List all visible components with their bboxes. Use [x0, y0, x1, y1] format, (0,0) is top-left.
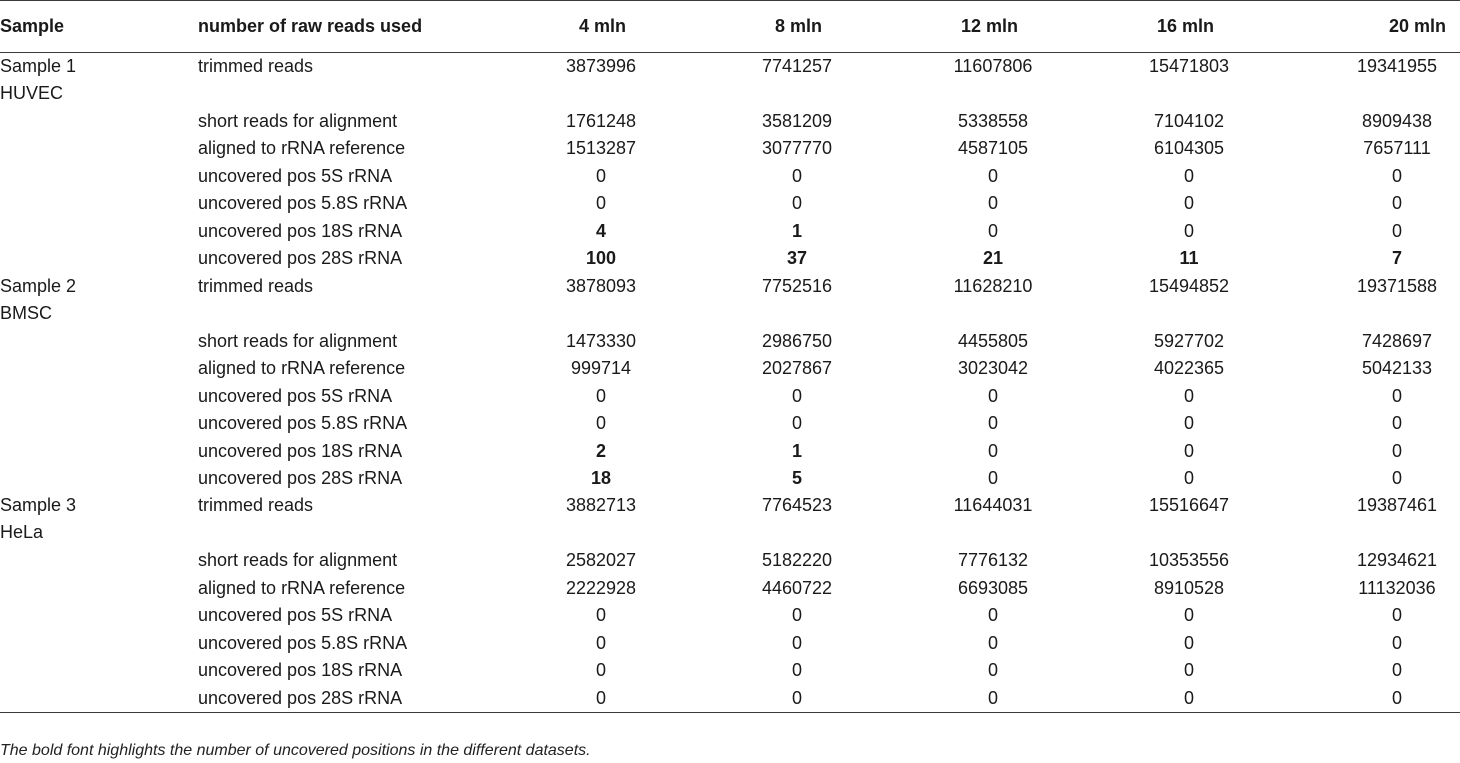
value-cell: 11644031: [953, 495, 1033, 516]
value-cell: 0: [987, 440, 998, 461]
value-cell: 7657111: [1363, 138, 1431, 159]
value-cell: 0: [1391, 467, 1402, 488]
table-row: [0, 218, 1460, 245]
value-cell: 0: [595, 605, 606, 626]
metric-label: uncovered pos 18S rRNA: [198, 660, 403, 681]
table-row: [0, 245, 1460, 272]
sample-name: Sample 3: [0, 495, 77, 516]
value-cell: 0: [595, 193, 606, 214]
table-row: [0, 492, 1460, 547]
value-cell: 5182220: [761, 550, 833, 571]
value-cell: 0: [791, 165, 802, 186]
metric-label: aligned to rRNA reference: [198, 358, 406, 379]
value-cell: 0: [1183, 687, 1194, 708]
value-cell: 11628210: [953, 275, 1033, 296]
value-cell: 7764523: [761, 495, 833, 516]
value-cell: 0: [1391, 632, 1402, 653]
sample-name-cell: [0, 630, 198, 657]
value-cell: 0: [1391, 193, 1402, 214]
metric-label: uncovered pos 28S rRNA: [198, 248, 403, 269]
value-cell: 0: [987, 605, 998, 626]
value-cell: 100: [585, 248, 617, 269]
value-cell: 15471803: [1148, 56, 1230, 76]
table-footnote: The bold font highlights the number of uncovered positions in the different datasets.: [0, 742, 591, 759]
value-cell: 0: [791, 413, 802, 434]
metric-label: aligned to rRNA reference: [198, 138, 406, 159]
value-cell: 6104305: [1153, 138, 1225, 159]
sample-name-cell: [0, 383, 198, 410]
metric-label: aligned to rRNA reference: [198, 577, 406, 598]
metric-label: uncovered pos 5S rRNA: [198, 385, 393, 406]
value-cell: 2582027: [565, 550, 637, 571]
value-cell: 5042133: [1361, 358, 1433, 379]
table-row: [0, 547, 1460, 574]
metric-label: uncovered pos 5.8S rRNA: [198, 632, 408, 653]
metric-label: uncovered pos 5.8S rRNA: [198, 193, 408, 214]
sample-name-cell: [0, 685, 198, 713]
table-row: [0, 630, 1460, 657]
value-cell: 2: [595, 440, 606, 461]
sample-name-cell: [0, 602, 198, 629]
value-cell: 999714: [570, 358, 632, 379]
metric-label: uncovered pos 5.8S rRNA: [198, 413, 408, 434]
value-cell: 6693085: [957, 577, 1029, 598]
table-row: [0, 657, 1460, 684]
value-cell: 2222928: [565, 577, 637, 598]
value-cell: 0: [1183, 467, 1194, 488]
header-metric: number of raw reads used: [198, 16, 423, 36]
value-cell: 0: [987, 165, 998, 186]
value-cell: 0: [791, 605, 802, 626]
metric-label: trimmed reads: [198, 275, 314, 296]
value-cell: 19387461: [1356, 495, 1438, 516]
value-cell: 5338558: [957, 111, 1029, 131]
metric-label: uncovered pos 5S rRNA: [198, 165, 393, 186]
table-row: [0, 575, 1460, 602]
value-cell: 0: [791, 193, 802, 214]
sample-cell-type: HUVEC: [0, 83, 64, 103]
value-cell: 0: [1183, 440, 1194, 461]
value-cell: 3882713: [565, 495, 637, 516]
sample-name: Sample 1: [0, 56, 77, 76]
sample-name-cell: [0, 328, 198, 355]
sample-name-cell: [0, 190, 198, 217]
table-row: [0, 163, 1460, 190]
header-row: [0, 1, 1460, 53]
table-row: [0, 273, 1460, 328]
metric-label: short reads for alignment: [198, 111, 398, 131]
value-cell: 12934621: [1356, 550, 1438, 571]
sample-name-cell: [0, 492, 198, 547]
metric-label: short reads for alignment: [198, 330, 398, 351]
header-4mln: 4 mln: [578, 16, 626, 36]
value-cell: 0: [1183, 385, 1194, 406]
value-cell: 0: [595, 385, 606, 406]
metric-label: trimmed reads: [198, 56, 314, 76]
table-row: [0, 602, 1460, 629]
sample-name-cell: [0, 355, 198, 382]
value-cell: 0: [987, 660, 998, 681]
value-cell: 0: [987, 193, 998, 214]
sample-cell-type: HeLa: [0, 522, 44, 543]
value-cell: 0: [1391, 660, 1402, 681]
value-cell: 0: [1391, 687, 1402, 708]
value-cell: 0: [791, 687, 802, 708]
sample-name-cell: [0, 273, 198, 328]
value-cell: 8909438: [1361, 111, 1433, 131]
value-cell: 4587105: [957, 138, 1029, 159]
value-cell: 0: [1183, 632, 1194, 653]
table-row: [0, 135, 1460, 162]
sample-name-cell: [0, 438, 198, 465]
value-cell: 0: [1183, 165, 1194, 186]
value-cell: 19341955: [1356, 56, 1438, 76]
value-cell: 0: [791, 660, 802, 681]
value-cell: 1473330: [565, 330, 637, 351]
metric-label: trimmed reads: [198, 495, 314, 516]
table-header: [0, 1, 1460, 53]
sample-cell-type: BMSC: [0, 302, 53, 323]
value-cell: 0: [595, 632, 606, 653]
value-cell: 7428697: [1361, 330, 1433, 351]
header-12mln: 12 mln: [960, 16, 1018, 36]
value-cell: 1: [791, 220, 802, 241]
value-cell: 1761248: [565, 111, 637, 131]
value-cell: 15494852: [1148, 275, 1230, 296]
value-cell: 11132036: [1358, 577, 1436, 598]
table-row: [0, 328, 1460, 355]
value-cell: 7104102: [1153, 111, 1225, 131]
sample-name-cell: [0, 218, 198, 245]
value-cell: 7: [1391, 248, 1402, 269]
sample-name-cell: [0, 410, 198, 437]
metric-label: uncovered pos 28S rRNA: [198, 687, 403, 708]
header-16mln: 16 mln: [1156, 16, 1214, 36]
value-cell: 2986750: [761, 330, 833, 351]
value-cell: 0: [987, 687, 998, 708]
value-cell: 0: [1183, 193, 1194, 214]
table-row: [0, 108, 1460, 135]
value-cell: 0: [791, 632, 802, 653]
table-row: [0, 410, 1460, 437]
value-cell: 10353556: [1148, 550, 1230, 571]
value-cell: 3077770: [761, 138, 833, 159]
value-cell: 37: [786, 248, 808, 269]
value-cell: 0: [595, 165, 606, 186]
value-cell: 0: [987, 413, 998, 434]
sample-name-cell: [0, 53, 198, 109]
value-cell: 1: [791, 440, 802, 461]
value-cell: 0: [791, 385, 802, 406]
value-cell: 5927702: [1153, 330, 1225, 351]
value-cell: 0: [987, 220, 998, 241]
value-cell: 11607806: [953, 56, 1033, 76]
value-cell: 0: [1183, 220, 1194, 241]
value-cell: 19371588: [1356, 275, 1438, 296]
value-cell: 1513287: [565, 138, 637, 159]
header-20mln: 20 mln: [1388, 16, 1446, 36]
value-cell: 3873996: [565, 56, 637, 76]
metric-label: short reads for alignment: [198, 550, 398, 571]
value-cell: 0: [1391, 220, 1402, 241]
value-cell: 21: [982, 248, 1004, 269]
value-cell: 0: [595, 660, 606, 681]
value-cell: 15516647: [1148, 495, 1230, 516]
table-row: [0, 190, 1460, 217]
value-cell: 18: [590, 467, 612, 488]
value-cell: 3581209: [761, 111, 833, 131]
value-cell: 0: [1391, 440, 1402, 461]
table-row: [0, 685, 1460, 713]
value-cell: 4460722: [761, 577, 833, 598]
sample-name: Sample 2: [0, 275, 77, 296]
table-row: [0, 465, 1460, 492]
value-cell: 4022365: [1153, 358, 1225, 379]
header-8mln: 8 mln: [774, 16, 822, 36]
metric-label: uncovered pos 18S rRNA: [198, 220, 403, 241]
table-row: [0, 438, 1460, 465]
value-cell: 4455805: [957, 330, 1029, 351]
header-sample: Sample: [0, 16, 65, 36]
value-cell: 5: [791, 467, 802, 488]
value-cell: 0: [595, 687, 606, 708]
value-cell: 7741257: [761, 56, 833, 76]
value-cell: 0: [595, 413, 606, 434]
metric-label: uncovered pos 5S rRNA: [198, 605, 393, 626]
value-cell: 0: [987, 467, 998, 488]
value-cell: 0: [1391, 605, 1402, 626]
table-row: [0, 53, 1460, 109]
value-cell: 4: [595, 220, 606, 241]
sample-name-cell: [0, 135, 198, 162]
sample-name-cell: [0, 108, 198, 135]
value-cell: 0: [1391, 165, 1402, 186]
value-cell: 0: [1183, 605, 1194, 626]
metric-label: uncovered pos 28S rRNA: [198, 467, 403, 488]
table-row: [0, 355, 1460, 382]
value-cell: 7752516: [761, 275, 833, 296]
sample-name-cell: [0, 575, 198, 602]
value-cell: 0: [1391, 413, 1402, 434]
metric-label: uncovered pos 18S rRNA: [198, 440, 403, 461]
value-cell: 0: [1391, 385, 1402, 406]
table-body: [0, 53, 1460, 713]
value-cell: 7776132: [957, 550, 1029, 571]
sample-name-cell: [0, 465, 198, 492]
value-cell: 2027867: [761, 358, 833, 379]
sample-name-cell: [0, 547, 198, 574]
value-cell: 0: [1183, 660, 1194, 681]
table-row: [0, 383, 1460, 410]
value-cell: 3878093: [565, 275, 637, 296]
sample-name-cell: [0, 657, 198, 684]
value-cell: 8910528: [1153, 577, 1225, 598]
value-cell: 0: [987, 385, 998, 406]
sample-name-cell: [0, 163, 198, 190]
value-cell: 0: [1183, 413, 1194, 434]
sample-name-cell: [0, 245, 198, 272]
value-cell: 3023042: [957, 358, 1029, 379]
value-cell: 0: [987, 632, 998, 653]
value-cell: 11: [1179, 248, 1199, 269]
